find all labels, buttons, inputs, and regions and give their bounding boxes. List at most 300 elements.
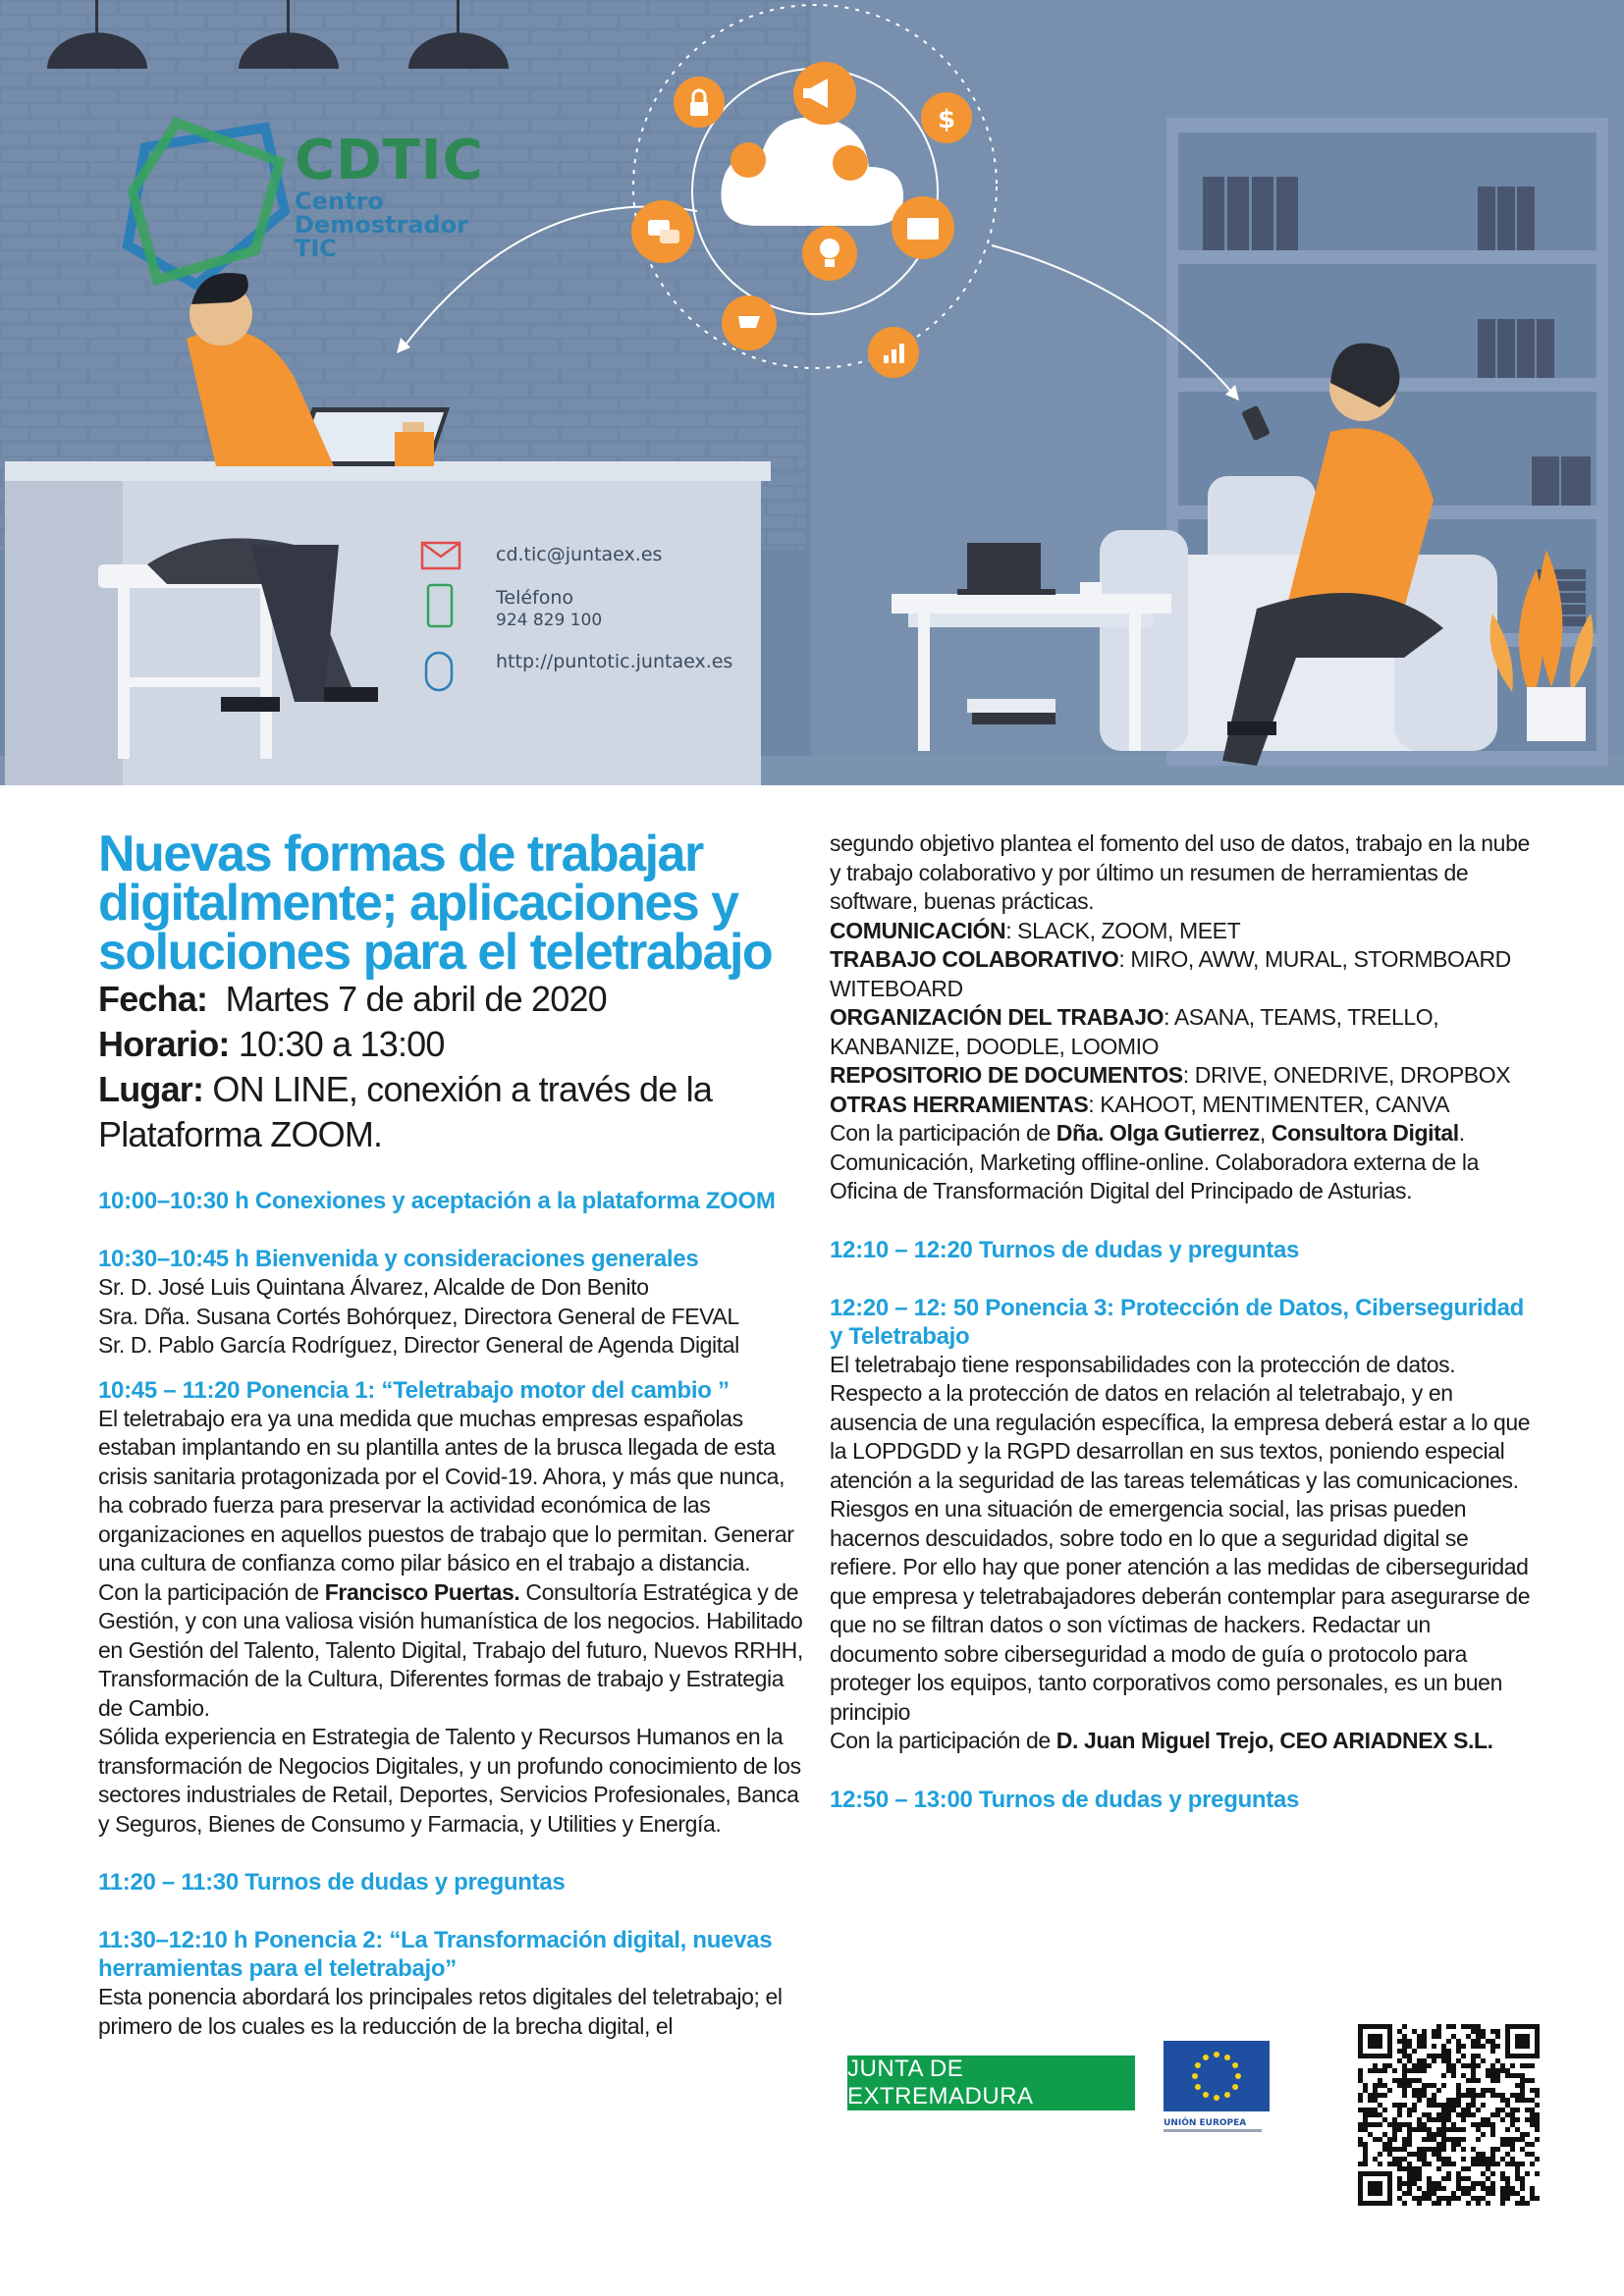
qr-module	[1387, 2063, 1392, 2068]
qr-module	[1358, 2068, 1363, 2073]
qr-module	[1397, 2162, 1402, 2166]
qr-module	[1397, 2108, 1402, 2112]
tools-category: REPOSITORIO DE DOCUMENTOS	[830, 1062, 1183, 1088]
qr-module	[1358, 2108, 1363, 2112]
qr-module	[1412, 2049, 1417, 2054]
qr-module	[1471, 2103, 1476, 2108]
qr-module	[1461, 2044, 1466, 2049]
qr-module	[1461, 2157, 1466, 2162]
qr-module	[1407, 2132, 1412, 2137]
qr-module	[1510, 2073, 1515, 2078]
qr-module	[1368, 2122, 1373, 2127]
qr-module	[1412, 2093, 1417, 2098]
qr-module	[1466, 2063, 1471, 2068]
qr-module	[1471, 2157, 1476, 2162]
qr-module	[1510, 2112, 1515, 2117]
qr-module	[1515, 2083, 1520, 2088]
qr-module	[1387, 2122, 1392, 2127]
qr-module	[1417, 2147, 1422, 2152]
qr-module	[1520, 2078, 1525, 2083]
qr-module	[1417, 2063, 1422, 2068]
qr-module	[1471, 2122, 1476, 2127]
qr-module	[1476, 2108, 1481, 2112]
fecha-label: Fecha:	[98, 979, 208, 1019]
qr-module	[1446, 2112, 1451, 2117]
qr-module	[1427, 2196, 1432, 2201]
qr-module	[1402, 2181, 1407, 2186]
qr-module	[1363, 2147, 1368, 2152]
qr-module	[1412, 2029, 1417, 2034]
qr-module	[1446, 2162, 1451, 2166]
qr-module	[1481, 2058, 1486, 2063]
qr-module	[1490, 2093, 1495, 2098]
qr-module	[1520, 2201, 1525, 2206]
qr-module	[1505, 2176, 1510, 2181]
logo-line-2: Demostrador	[295, 211, 468, 239]
qr-module	[1515, 2117, 1520, 2122]
qr-module	[1500, 2201, 1505, 2206]
qr-module	[1530, 2063, 1535, 2068]
paragraph: El teletrabajo tiene responsabilidades con la protección de datos. Respecto a la protección de datos en relación al teletrabajo, y en ausencia de una regulación específica, la empresa deberá estar a lo que la LOPDGDD y la RGPD desarrollan en sus textos, poniendo especial atención a la seguridad de las tareas telemáticas y las comunicaciones.	[830, 1351, 1531, 1493]
qr-module	[1486, 2201, 1490, 2206]
qr-module	[1515, 2073, 1520, 2078]
qr-module	[1417, 2039, 1422, 2044]
qr-module	[1515, 2191, 1520, 2196]
qr-module	[1530, 2162, 1535, 2166]
qr-module	[1490, 2122, 1495, 2127]
qr-module	[1461, 2024, 1466, 2029]
qr-module	[1441, 2112, 1446, 2117]
qr-module	[1432, 2029, 1436, 2034]
tools-list: : ASANA, TEAMS, TRELLO, KANBANIZE, DOODLE, LOOMIO	[830, 1004, 1439, 1059]
qr-module	[1500, 2068, 1505, 2073]
qr-module	[1481, 2157, 1486, 2162]
qr-module	[1382, 2108, 1387, 2112]
qr-module	[1461, 2112, 1466, 2117]
qr-module	[1520, 2088, 1525, 2093]
qr-module	[1471, 2147, 1476, 2152]
qr-module	[1490, 2068, 1495, 2073]
qr-module	[1397, 2078, 1402, 2083]
qr-module	[1422, 2088, 1427, 2093]
qr-module	[1397, 2083, 1402, 2088]
qr-module	[1500, 2196, 1505, 2201]
qr-module	[1481, 2088, 1486, 2093]
hero-illustration	[0, 0, 1624, 785]
qr-module	[1461, 2093, 1466, 2098]
qr-module	[1471, 2029, 1476, 2034]
qr-module	[1417, 2058, 1422, 2063]
qr-module	[1417, 2088, 1422, 2093]
qr-module	[1373, 2098, 1378, 2103]
qr-module	[1456, 2112, 1461, 2117]
logo-line-3: TIC	[295, 235, 337, 262]
horario-value: 10:30 a 13:00	[238, 1024, 445, 1064]
qr-module	[1412, 2166, 1417, 2171]
eu-star	[1232, 2084, 1238, 2090]
qr-module	[1436, 2034, 1441, 2039]
qr-module	[1515, 2093, 1520, 2098]
contact-email[interactable]: cd.tic@juntaex.es	[496, 544, 663, 565]
qr-module	[1432, 2181, 1436, 2186]
qr-module	[1358, 2142, 1363, 2147]
qr-module	[1446, 2108, 1451, 2112]
paragraph: Riesgos en una situación de emergencia social, las prisas pueden hacernos descuidados, sobre todo en lo que a seguridad digital se refiere. Por ello hay que poner atención a las medidas de ciberseguridad que empresa y teletrabajadores deberán contemplar para asegurarse de que no se filtran datos o son víctimas de hackers. Redactar un documento sobre ciberseguridad a modo de guía o protocolo para proteger los equipos, tanto corporativos como personales, es un buen principio	[830, 1496, 1531, 1725]
qr-module	[1436, 2147, 1441, 2152]
qr-module	[1378, 2162, 1382, 2166]
qr-module	[1397, 2058, 1402, 2063]
qr-module	[1471, 2054, 1476, 2058]
qr-module	[1476, 2034, 1481, 2039]
qr-module	[1441, 2186, 1446, 2191]
qr-module	[1481, 2152, 1486, 2157]
qr-module	[1441, 2147, 1446, 2152]
qr-module	[1471, 2112, 1476, 2117]
qr-module	[1525, 2142, 1530, 2147]
qr-module	[1373, 2083, 1378, 2088]
qr-module	[1373, 2108, 1378, 2112]
qr-module	[1466, 2191, 1471, 2196]
qr-module	[1490, 2127, 1495, 2132]
qr-module	[1505, 2142, 1510, 2147]
qr-module	[1446, 2049, 1451, 2054]
gears-icon	[731, 142, 766, 178]
qr-module	[1520, 2147, 1525, 2152]
qr-module	[1432, 2137, 1436, 2142]
qr-module	[1392, 2137, 1397, 2142]
qr-module	[1417, 2127, 1422, 2132]
qr-module	[1417, 2098, 1422, 2103]
qr-module	[1402, 2054, 1407, 2058]
qr-module	[1510, 2186, 1515, 2191]
qr-module	[1451, 2142, 1456, 2147]
qr-module	[1422, 2039, 1427, 2044]
qr-module	[1515, 2098, 1520, 2103]
qr-module	[1456, 2049, 1461, 2054]
qr-module	[1520, 2063, 1525, 2068]
qr-module	[1530, 2142, 1535, 2147]
qr-module	[1407, 2191, 1412, 2196]
eu-flag-logo	[1162, 2041, 1272, 2135]
qr-module	[1461, 2108, 1466, 2112]
paragraph: segundo objetivo plantea el fomento del uso de datos, trabajo en la nube y trabajo colaborativo y por último un resumen de herramientas de software, buenas prácticas.	[830, 830, 1530, 914]
qr-module	[1422, 2058, 1427, 2063]
qr-module	[1422, 2137, 1427, 2142]
paragraph	[830, 1727, 1537, 1756]
qr-module	[1402, 2024, 1407, 2029]
qr-module	[1422, 2044, 1427, 2049]
qr-module	[1451, 2103, 1456, 2108]
qr-module	[1471, 2068, 1476, 2073]
qr-module	[1471, 2039, 1476, 2044]
qr-module	[1490, 2073, 1495, 2078]
qr-module	[1387, 2147, 1392, 2152]
qr-module	[1486, 2191, 1490, 2196]
qr-module	[1412, 2063, 1417, 2068]
qr-module	[1456, 2103, 1461, 2108]
qr-module	[1397, 2103, 1402, 2108]
tools-category: TRABAJO COLABORATIVO	[830, 946, 1119, 972]
qr-module	[1520, 2083, 1525, 2088]
qr-module	[1407, 2054, 1412, 2058]
qr-module	[1525, 2201, 1530, 2206]
qr-module	[1476, 2044, 1481, 2049]
qr-module	[1378, 2152, 1382, 2157]
qr-module	[1382, 2068, 1387, 2073]
qr-module	[1427, 2127, 1432, 2132]
qr-module	[1368, 2068, 1373, 2073]
qr-module	[1441, 2142, 1446, 2147]
qr-module	[1432, 2083, 1436, 2088]
qr-module	[1466, 2108, 1471, 2112]
qr-module	[1427, 2186, 1432, 2191]
qr-module	[1535, 2196, 1540, 2201]
qr-module	[1515, 2171, 1520, 2176]
qr-module	[1368, 2093, 1373, 2098]
qr-module	[1378, 2137, 1382, 2142]
qr-module	[1535, 2122, 1540, 2127]
qr-module	[1407, 2181, 1412, 2186]
qr-module	[1432, 2147, 1436, 2152]
qr-module	[1382, 2147, 1387, 2152]
qr-module	[1510, 2191, 1515, 2196]
qr-module	[1451, 2162, 1456, 2166]
eu-star	[1224, 2055, 1230, 2060]
agenda-item-heading: 11:30–12:10 h Ponencia 2: “La Transformación digital, nuevas herramientas para el teletrabajo”	[98, 1927, 773, 1982]
qr-module	[1436, 2024, 1441, 2029]
qr-module	[1530, 2078, 1535, 2083]
qr-module	[1402, 2044, 1407, 2049]
qr-module	[1461, 2127, 1466, 2132]
qr-module	[1422, 2063, 1427, 2068]
qr-module	[1510, 2157, 1515, 2162]
qr-module	[1436, 2196, 1441, 2201]
qr-module	[1412, 2127, 1417, 2132]
qr-module	[1461, 2073, 1466, 2078]
qr-module	[1471, 2078, 1476, 2083]
qr-module	[1525, 2098, 1530, 2103]
qr-module	[1471, 2044, 1476, 2049]
qr-module	[1358, 2078, 1363, 2083]
qr-module	[1446, 2024, 1451, 2029]
qr-module	[1392, 2103, 1397, 2108]
qr-module	[1373, 2112, 1378, 2117]
qr-module	[1500, 2108, 1505, 2112]
qr-module	[1446, 2103, 1451, 2108]
qr-module	[1441, 2049, 1446, 2054]
qr-module	[1407, 2112, 1412, 2117]
logo-name: CDTIC	[295, 129, 484, 192]
qr-module	[1436, 2181, 1441, 2186]
qr-module	[1495, 2058, 1500, 2063]
qr-module	[1446, 2054, 1451, 2058]
qr-module	[1417, 2157, 1422, 2162]
qr-module	[1495, 2112, 1500, 2117]
qr-module	[1476, 2157, 1481, 2162]
qr-module	[1486, 2157, 1490, 2162]
qr-module	[1446, 2039, 1451, 2044]
qr-module	[1500, 2171, 1505, 2176]
qr-module	[1446, 2058, 1451, 2063]
qr-module	[1505, 2181, 1510, 2186]
qr-module	[1456, 2039, 1461, 2044]
qr-module	[1510, 2137, 1515, 2142]
qr-module	[1535, 2088, 1540, 2093]
contact-phone-label: Teléfono	[496, 587, 574, 609]
qr-module	[1495, 2073, 1500, 2078]
qr-module	[1378, 2083, 1382, 2088]
svg-text:$: $	[937, 105, 956, 134]
qr-module	[1466, 2166, 1471, 2171]
qr-module	[1392, 2068, 1397, 2073]
qr-module	[1456, 2186, 1461, 2191]
qr-module	[1505, 2068, 1510, 2073]
qr-module	[1363, 2142, 1368, 2147]
qr-module	[1417, 2122, 1422, 2127]
qr-module	[1490, 2044, 1495, 2049]
qr-module	[1436, 2201, 1441, 2206]
qr-module	[1476, 2162, 1481, 2166]
qr-module	[1392, 2162, 1397, 2166]
qr-module	[1427, 2117, 1432, 2122]
qr-module	[1471, 2063, 1476, 2068]
qr-module	[1446, 2127, 1451, 2132]
lugar-value: ON LINE, conexión a través de la Plataforma ZOOM.	[98, 1069, 713, 1154]
qr-module	[1500, 2117, 1505, 2122]
qr-module	[1427, 2083, 1432, 2088]
qr-module	[1490, 2078, 1495, 2083]
qr-module	[1490, 2039, 1495, 2044]
qr-module	[1456, 2088, 1461, 2093]
qr-module	[1358, 2122, 1363, 2127]
qr-module	[1476, 2093, 1481, 2098]
qr-module	[1530, 2088, 1535, 2093]
qr-module	[1471, 2088, 1476, 2093]
qr-module	[1422, 2196, 1427, 2201]
qr-module	[1363, 2088, 1368, 2093]
speaker-name: D. Juan Miguel Trejo, CEO ARIADNEX S.L.	[1056, 1728, 1493, 1753]
fecha-value: Martes 7 de abril de 2020	[225, 979, 607, 1019]
qr-module	[1451, 2068, 1456, 2073]
qr-module	[1530, 2191, 1535, 2196]
qr-module	[1407, 2127, 1412, 2132]
qr-module	[1456, 2171, 1461, 2176]
qr-module	[1422, 2147, 1427, 2152]
qr-module	[1451, 2108, 1456, 2112]
qr-module	[1481, 2186, 1486, 2191]
qr-module	[1451, 2127, 1456, 2132]
qr-module	[1387, 2088, 1392, 2093]
right-column	[830, 829, 1537, 1814]
qr-module	[1500, 2063, 1505, 2068]
qr-module	[1368, 2098, 1373, 2103]
event-time	[98, 1022, 805, 1067]
agenda-item-heading: 12:50 – 13:00 Turnos de dudas y preguntas	[830, 1786, 1300, 1813]
text: Con la participación de	[98, 1578, 325, 1605]
qr-module	[1476, 2063, 1481, 2068]
qr-module	[1441, 2108, 1446, 2112]
agenda-item-heading: 10:00–10:30 h Conexiones y aceptación a la plataforma ZOOM	[98, 1188, 776, 1214]
qr-module	[1446, 2201, 1451, 2206]
qr-module	[1456, 2196, 1461, 2201]
qr-module	[1407, 2083, 1412, 2088]
qr-module	[1441, 2127, 1446, 2132]
qr-module	[1441, 2083, 1446, 2088]
qr-module	[1373, 2063, 1378, 2068]
qr-module	[1520, 2093, 1525, 2098]
qr-module	[1446, 2157, 1451, 2162]
eu-star	[1232, 2062, 1238, 2068]
speaker-role: Consultora Digital	[1271, 1120, 1459, 1146]
qr-module	[1378, 2068, 1382, 2073]
qr-module	[1486, 2073, 1490, 2078]
qr-module	[1446, 2098, 1451, 2103]
qr-module	[1530, 2122, 1535, 2127]
qr-module	[1378, 2093, 1382, 2098]
qr-module	[1490, 2186, 1495, 2191]
qr-module	[1481, 2122, 1486, 2127]
qr-module	[1436, 2029, 1441, 2034]
qr-module	[1436, 2132, 1441, 2137]
qr-module	[1466, 2103, 1471, 2108]
qr-module	[1456, 2137, 1461, 2142]
qr-module	[1436, 2054, 1441, 2058]
qr-module	[1407, 2152, 1412, 2157]
qr-module	[1402, 2191, 1407, 2196]
qr-module	[1402, 2122, 1407, 2127]
qr-module	[1495, 2029, 1500, 2034]
qr-module	[1535, 2127, 1540, 2132]
qr-module	[1456, 2142, 1461, 2147]
qr-module	[1407, 2137, 1412, 2142]
qr-module	[1456, 2181, 1461, 2186]
qr-module	[1476, 2122, 1481, 2127]
contact-phone[interactable]: 924 829 100	[496, 611, 603, 630]
qr-module	[1397, 2122, 1402, 2127]
qr-module	[1432, 2132, 1436, 2137]
qr-module	[1520, 2196, 1525, 2201]
qr-module	[1422, 2122, 1427, 2127]
qr-module	[1451, 2034, 1456, 2039]
qr-module	[1436, 2127, 1441, 2132]
qr-module	[1481, 2093, 1486, 2098]
eu-star	[1192, 2073, 1198, 2079]
qr-module	[1387, 2137, 1392, 2142]
qr-module	[1427, 2176, 1432, 2181]
qr-module	[1495, 2162, 1500, 2166]
qr-module	[1505, 2137, 1510, 2142]
qr-module	[1422, 2127, 1427, 2132]
qr-module	[1515, 2176, 1520, 2181]
qr-module	[1402, 2103, 1407, 2108]
qr-module	[1441, 2162, 1446, 2166]
qr-module	[1441, 2054, 1446, 2058]
qr-module	[1525, 2171, 1530, 2176]
qr-module	[1397, 2166, 1402, 2171]
contact-web[interactable]: http://puntotic.juntaex.es	[496, 651, 733, 672]
qr-module	[1422, 2152, 1427, 2157]
qr-module	[1476, 2039, 1481, 2044]
qr-module	[1407, 2171, 1412, 2176]
qr-module	[1373, 2068, 1378, 2073]
qr-module	[1368, 2108, 1373, 2112]
paragraph: Esta ponencia abordará los principales retos digitales del teletrabajo; el primero de los cuales es la reducción de la brecha digital, el	[98, 1984, 783, 2039]
qr-module	[1510, 2122, 1515, 2127]
qr-module	[1363, 2127, 1368, 2132]
qr-module	[1461, 2186, 1466, 2191]
qr-module	[1500, 2176, 1505, 2181]
qr-module	[1495, 2068, 1500, 2073]
